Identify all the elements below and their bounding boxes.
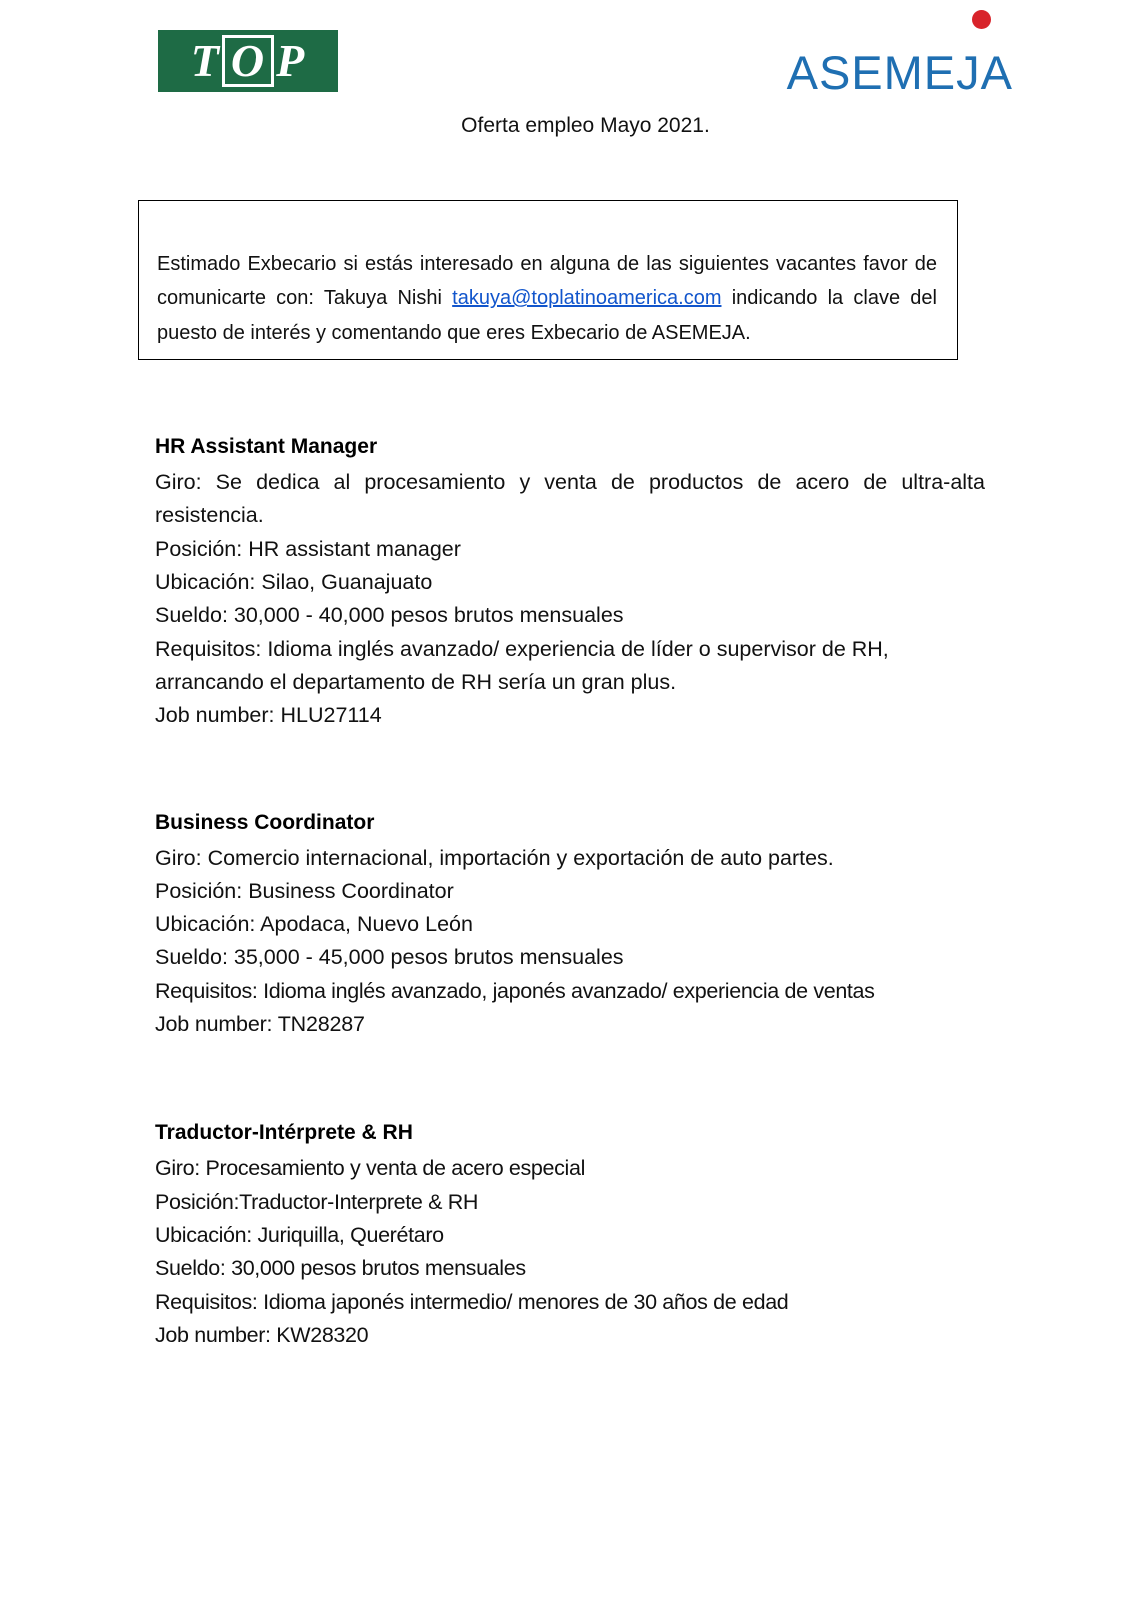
job-requisitos: Requisitos: Idioma inglés avanzado/ experiencia de líder o supervisor de RH, arrancando el departamento de RH sería un gran plus. (155, 636, 889, 694)
job-posicion: Posición: HR assistant manager (155, 536, 461, 561)
top-logo-wordmark (191, 35, 305, 88)
job-sueldo: Sueldo: 35,000 - 45,000 pesos brutos mensuales (155, 945, 624, 970)
job-listing (155, 1121, 985, 1352)
job-title: HR Assistant Manager (155, 435, 378, 458)
job-listing (155, 435, 985, 733)
asemeja-wordmark: ASEMEJA (786, 46, 1013, 99)
page-title: Oferta empleo Mayo 2021. (461, 114, 710, 137)
notice-text-part-2: indicando la clave del puesto de interés y comentando que eres Exbecario de ASEMEJA. (157, 287, 937, 344)
job-number: Job number: KW28320 (155, 1322, 369, 1347)
job-ubicacion: Ubicación: Apodaca, Nuevo León (155, 912, 473, 937)
job-giro: Giro: Comercio internacional, importación y exportación de auto partes. (155, 845, 834, 870)
top-logo-letter-t: T (190, 35, 220, 86)
job-sueldo: Sueldo: 30,000 - 40,000 pesos brutos mensuales (155, 603, 624, 628)
top-logo-letter-o: O (222, 35, 274, 88)
job-listing (155, 811, 985, 1042)
notice-text-part-1: Estimado Exbecario si estás interesado en alguna de las siguientes vacantes favor de comunicarte con: Takuya Nishi (157, 253, 937, 310)
job-listings (155, 435, 985, 1398)
job-posicion: Posición:Traductor-Interprete & RH (155, 1189, 479, 1214)
job-ubicacion: Ubicación: Juriquilla, Querétaro (155, 1223, 444, 1247)
job-number: Job number: TN28287 (155, 1012, 365, 1037)
job-requisitos: Requisitos: Idioma inglés avanzado, japonés avanzado/ experiencia de ventas (155, 978, 875, 1003)
asemeja-dot-icon (972, 10, 991, 29)
job-sueldo: Sueldo: 30,000 pesos brutos mensuales (155, 1256, 526, 1281)
contact-email-link[interactable]: takuya@toplatinoamerica.com (452, 287, 722, 310)
notice-box (138, 200, 958, 360)
job-ubicacion: Ubicación: Silao, Guanajuato (155, 569, 433, 594)
section-spacer (155, 779, 985, 811)
job-number: Job number: HLU27114 (155, 703, 382, 728)
job-giro: Giro: Procesamiento y venta de acero especial (155, 1156, 586, 1181)
document-header (0, 0, 1131, 110)
top-logo (158, 30, 338, 92)
job-requisitos: Requisitos: Idioma japonés intermedio/ menores de 30 años de edad (155, 1289, 789, 1314)
job-title: Business Coordinator (155, 810, 375, 834)
top-logo-letter-p: P (276, 35, 306, 86)
asemeja-logo (786, 26, 1013, 99)
notice-text (157, 247, 937, 350)
job-posicion: Posición: Business Coordinator (155, 878, 454, 903)
job-giro: Giro: Se dedica al procesamiento y venta de productos de acero de ultra-alta resistencia. (155, 470, 985, 528)
job-title: Traductor-Intérprete & RH (155, 1121, 413, 1145)
section-spacer (155, 1087, 985, 1121)
